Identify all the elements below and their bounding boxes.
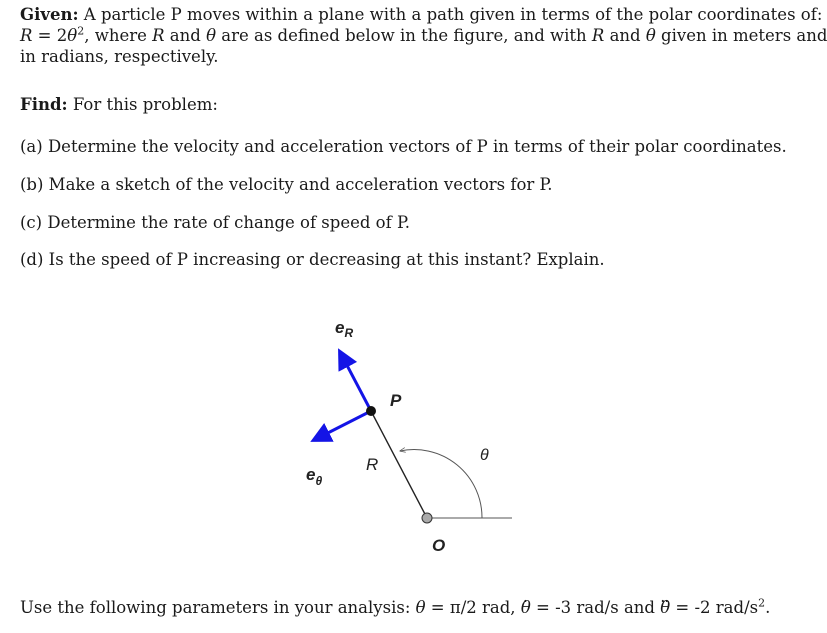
parameters-line [20,597,804,618]
point-P [366,406,376,416]
params-text: Use the following parameters in your analysis: [20,598,416,617]
item-d: (d) Is the speed of P increasing or decreasing at this instant? Explain. [20,250,605,269]
label-theta: θ [480,447,489,464]
item-b: (b) Make a sketch of the velocity and acceleration vectors for P. [20,175,553,194]
given-text-1: A particle P moves within a plane with a path given in terms of the polar coordinates of: [83,5,823,24]
find-paragraph [20,94,804,115]
symbol-theta: θ [67,26,78,45]
e-theta-vector [314,411,371,440]
given-label: Given: [20,5,79,24]
symbol-theta-2: θ [206,26,217,45]
label-R: R [366,455,379,474]
find-text: For this problem: [72,95,218,114]
given-text-6: in radians, respectively. [20,47,219,66]
label-P: P [390,391,402,410]
label-e-theta: $e_\theta$ [306,465,323,488]
e-R-vector [340,352,371,411]
item-a: (a) Determine the velocity and acceleration vectors of P in terms of their polar coordinates. [20,137,787,156]
given-text-5: given in meters and [655,26,827,45]
origin-point [422,513,432,523]
symbol-theta-3: θ [645,26,656,45]
symbol-R-3: R [591,26,605,45]
param-end: . [765,598,771,617]
item-c: (c) Determine the rate of change of speed of P. [20,213,410,232]
theta-arc [400,450,482,518]
given-paragraph [20,4,827,67]
param-1: = π/2 rad, [425,598,521,617]
label-O: O [432,536,446,555]
param-theta-ddot: .. θ [660,597,670,618]
find-label: Find: [20,95,68,114]
param-theta: θ [415,598,426,617]
exponent: 2 [77,24,85,38]
given-text-4: are as defined below in the figure, and with [216,26,592,45]
given-text-3b: and [604,26,646,45]
equation-mid: = 2 [32,26,68,45]
param-2: = -3 rad/s and [530,598,661,617]
given-text-2: , where [84,26,153,45]
label-e-R: $e_R$ [335,318,354,340]
param-theta-dot: . θ [521,597,531,618]
symbol-R: R [20,26,33,45]
position-line-R [371,411,427,518]
param-3: = -2 rad/s [670,598,759,617]
given-text-3: and [164,26,207,45]
symbol-R-2: R [152,26,165,45]
param-exp: 2 [758,596,766,610]
polar-diagram [290,300,530,565]
